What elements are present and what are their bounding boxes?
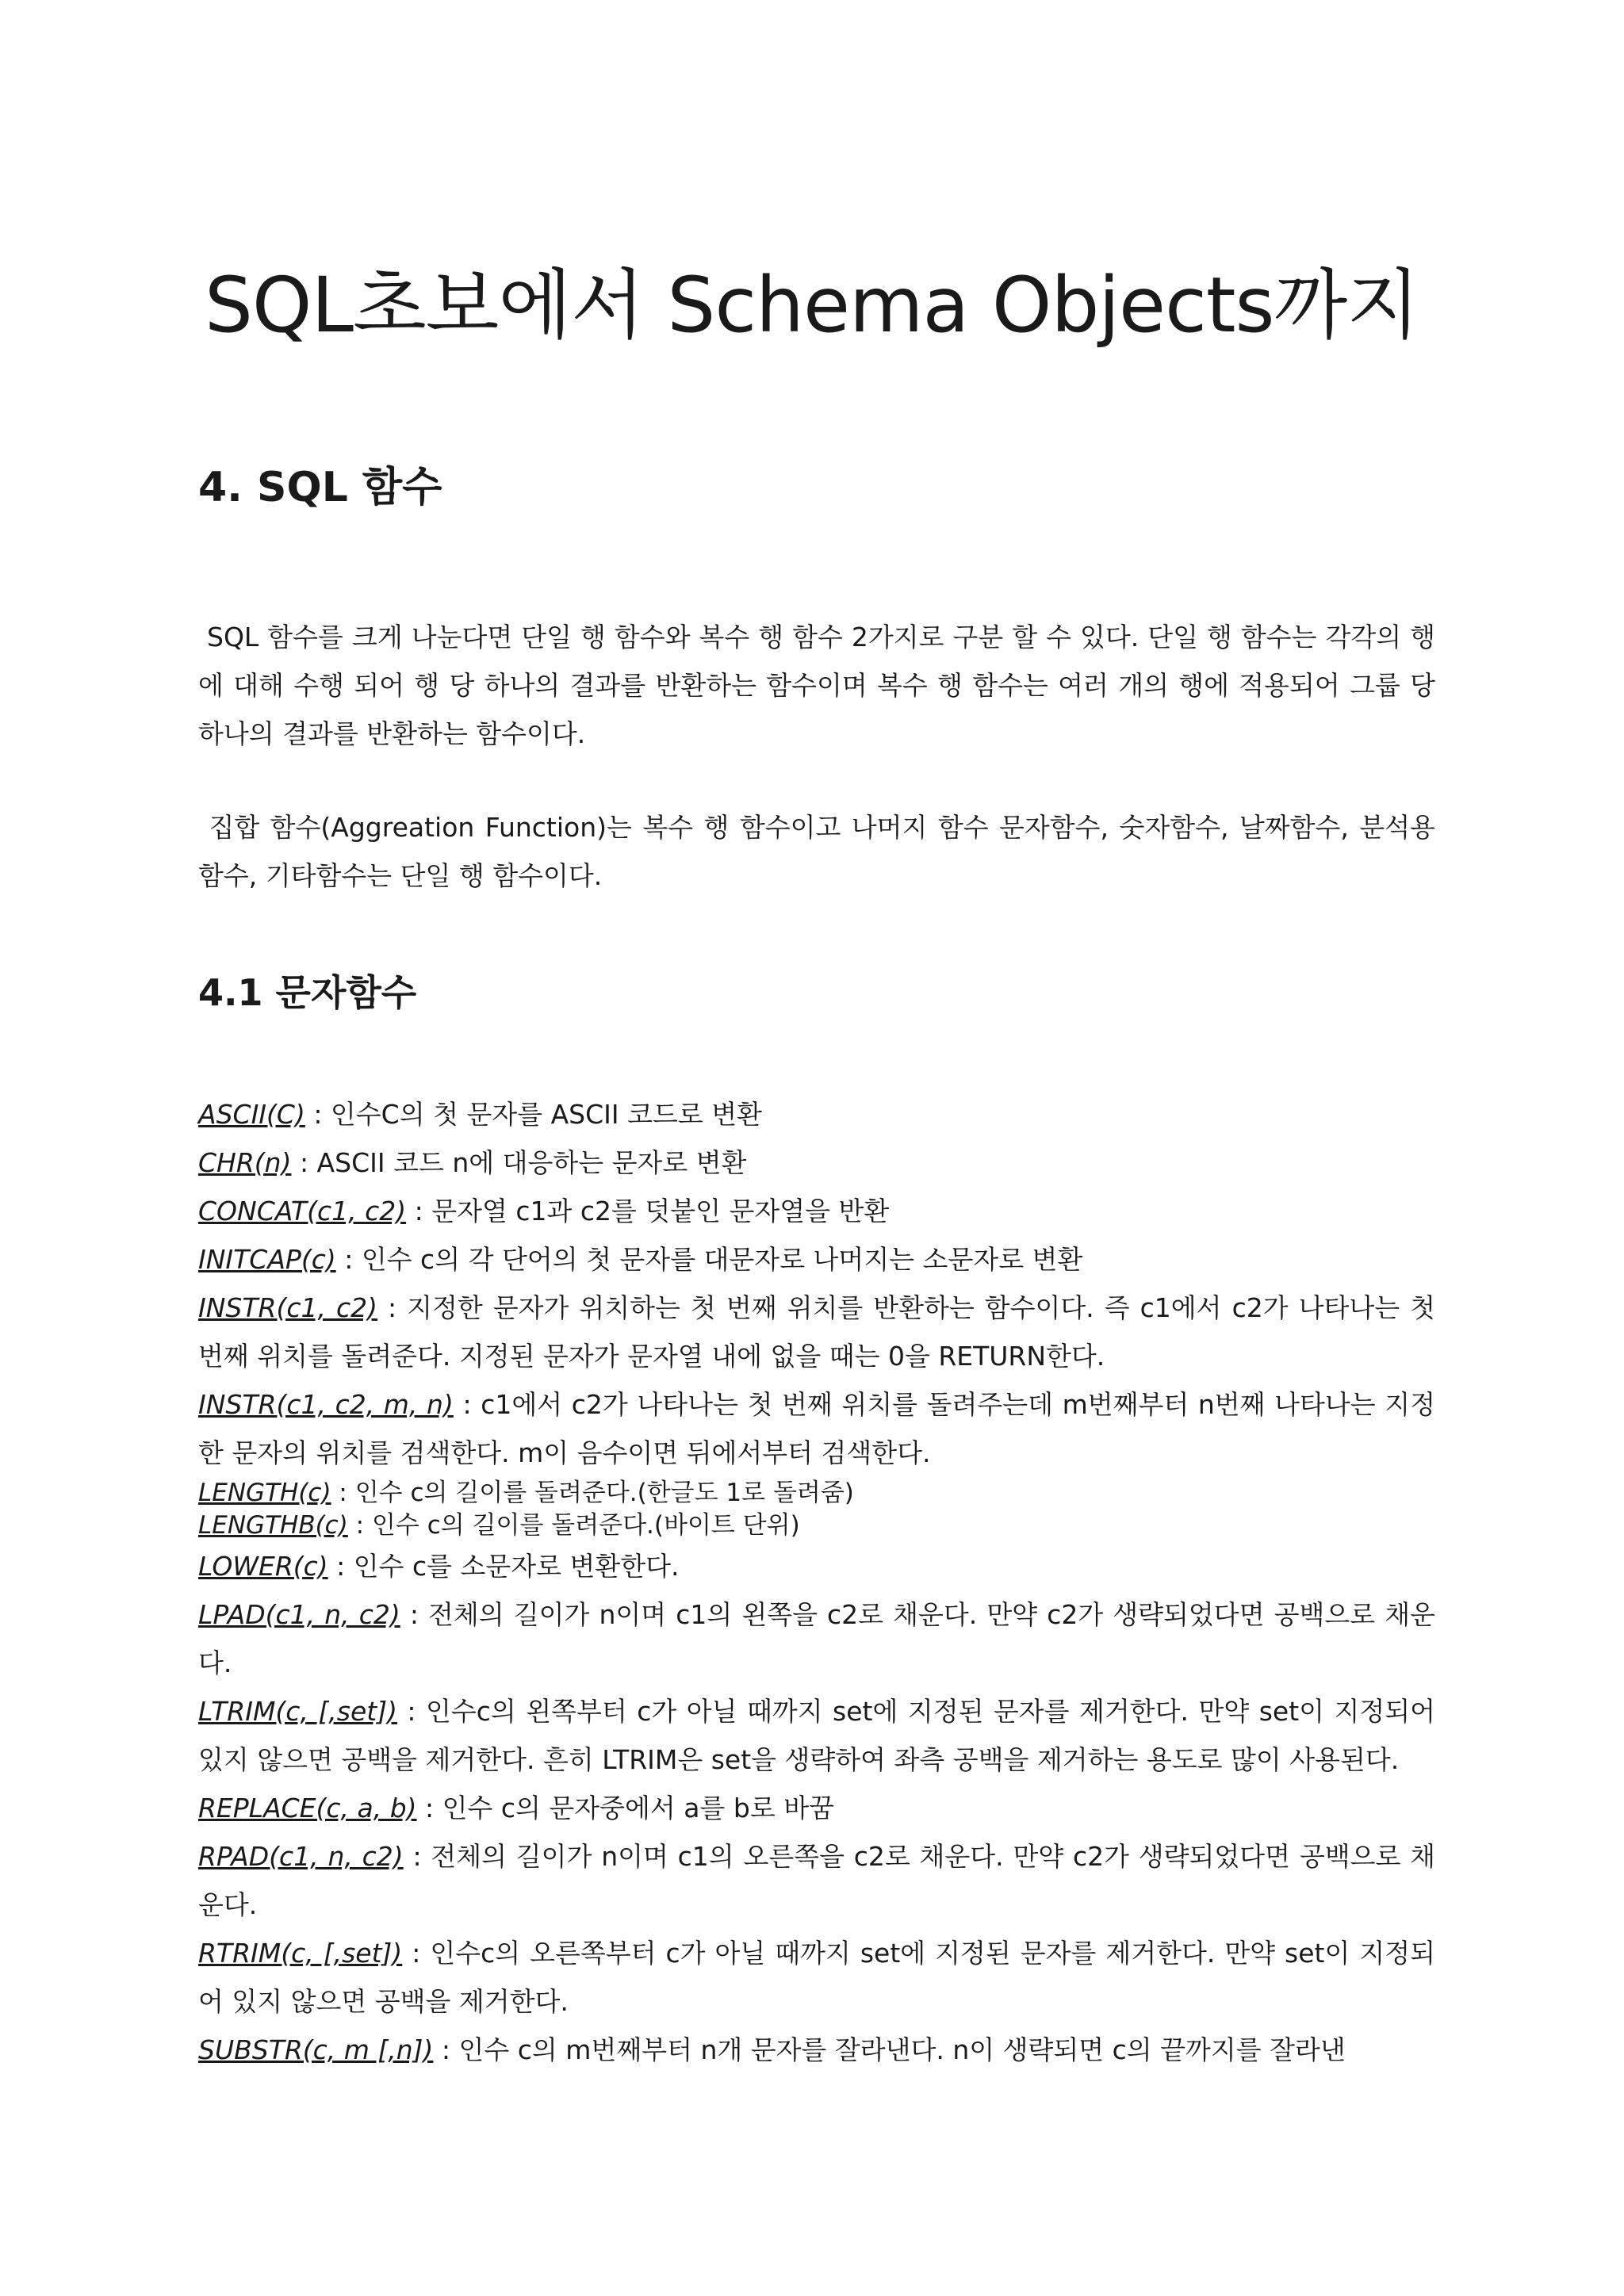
function-description: : 지정한 문자가 위치하는 첫 번째 위치를 반환하는 함수이다. 즉 c1에서 c2가 나타나는 첫 번째 위치를 돌려준다. 지정된 문자가 문자열 내에 없을 때는 0을 RETURN한다.	[198, 1292, 1435, 1372]
function-name: CONCAT(c1, c2)	[198, 1196, 407, 1226]
function-name: LENGTHB(c)	[198, 1511, 348, 1540]
function-list	[198, 1090, 1435, 2074]
function-description: : c1에서 c2가 나타나는 첫 번째 위치를 돌려주는데 m번째부터 n번째 나타나는 지정한 문자의 위치를 검색한다. m이 음수이면 뒤에서부터 검색한다.	[198, 1389, 1435, 1468]
function-name: SUBSTR(c, m [,n])	[198, 2034, 434, 2065]
function-name: INSTR(c1, c2, m, n)	[198, 1389, 454, 1420]
function-description: : 인수c의 왼쪽부터 c가 아닐 때까지 set에 지정된 문자를 제거한다. 만약 set이 지정되어 있지 않으면 공백을 제거한다. 흔히 LTRIM은 set을 생략하여 좌측 공백을 제거하는 용도로 많이 사용된다.	[198, 1696, 1435, 1775]
function-item	[198, 1380, 1435, 1477]
function-item	[198, 1138, 1435, 1187]
function-description: : 인수 c의 문자중에서 a를 b로 바꿈	[416, 1793, 834, 1823]
function-name: RPAD(c1, n, c2)	[198, 1841, 404, 1872]
function-item	[198, 1284, 1435, 1380]
function-item	[198, 1187, 1435, 1235]
function-name: LPAD(c1, n, c2)	[198, 1599, 400, 1630]
function-description: : 문자열 c1과 c2를 덧붙인 문자열을 반환	[406, 1196, 890, 1226]
function-name: REPLACE(c, a, b)	[198, 1793, 417, 1823]
function-item	[198, 1832, 1435, 1929]
function-item	[198, 1477, 1435, 1510]
function-item	[198, 1929, 1435, 2026]
function-description: : 인수 c의 각 단어의 첫 문자를 대문자로 나머지는 소문자로 변환	[335, 1244, 1083, 1275]
function-name: CHR(n)	[198, 1147, 292, 1178]
function-name: INSTR(c1, c2)	[198, 1292, 377, 1323]
subsection-heading: 4.1 문자함수	[198, 971, 417, 1014]
document-title: SQL초보에서 Schema Objects까지	[204, 261, 1420, 350]
function-description: : 인수C의 첫 문자를 ASCII 코드로 변환	[304, 1099, 762, 1130]
intro-paragraph-1: SQL 함수를 크게 나눈다면 단일 행 함수와 복수 행 함수 2가지로 구분 할 수 있다. 단일 행 함수는 각각의 행에 대해 수행 되어 행 당 하나의 결과를 반환하는 함수이며 복수 행 함수는 여러 개의 행에 적용되어 그룹 당 하나의 결과를 반환하는 함수이다.	[198, 622, 1435, 749]
function-name: LTRIM(c, [,set])	[198, 1696, 397, 1727]
function-description: : 인수 c의 m번째부터 n개 문자를 잘라낸다. n이 생략되면 c의 끝까지를 잘라낸	[433, 2034, 1346, 2065]
function-item	[198, 1235, 1435, 1284]
function-description: : 전체의 길이가 n이며 c1의 왼쪽을 c2로 채운다. 만약 c2가 생략되었다면 공백으로 채운다.	[198, 1599, 1436, 1678]
function-item	[198, 1687, 1435, 1784]
function-description: : 인수 c의 길이를 돌려준다.(한글도 1로 돌려줌)	[331, 1479, 854, 1507]
function-description: : 인수c의 오른쪽부터 c가 아닐 때까지 set에 지정된 문자를 제거한다. 만약 set이 지정되어 있지 않으면 공백을 제거한다.	[198, 1938, 1435, 2017]
function-item	[198, 1510, 1435, 1542]
function-item	[198, 2026, 1435, 2074]
function-item	[198, 1590, 1435, 1687]
function-item	[198, 1090, 1435, 1138]
function-description: : ASCII 코드 n에 대응하는 문자로 변환	[291, 1147, 747, 1178]
function-description: : 인수 c의 길이를 돌려준다.(바이트 단위)	[347, 1511, 800, 1540]
function-name: INITCAP(c)	[198, 1244, 336, 1275]
function-item	[198, 1784, 1435, 1832]
function-name: LENGTH(c)	[198, 1479, 331, 1507]
function-description: : 전체의 길이가 n이며 c1의 오른쪽을 c2로 채운다. 만약 c2가 생략되었다면 공백으로 채운다.	[198, 1841, 1436, 1920]
function-name: LOWER(c)	[198, 1551, 328, 1582]
function-description: : 인수 c를 소문자로 변환한다.	[327, 1551, 680, 1582]
function-item	[198, 1542, 1435, 1590]
function-name: ASCII(C)	[198, 1099, 305, 1130]
section-heading: 4. SQL 함수	[198, 464, 442, 511]
function-name: RTRIM(c, [,set])	[198, 1938, 403, 1969]
intro-paragraph-2: 집합 함수(Aggreation Function)는 복수 행 함수이고 나머지 함수 문자함수, 숫자함수, 날짜함수, 분석용 함수, 기타함수는 단일 행 함수이다.	[198, 812, 1435, 891]
